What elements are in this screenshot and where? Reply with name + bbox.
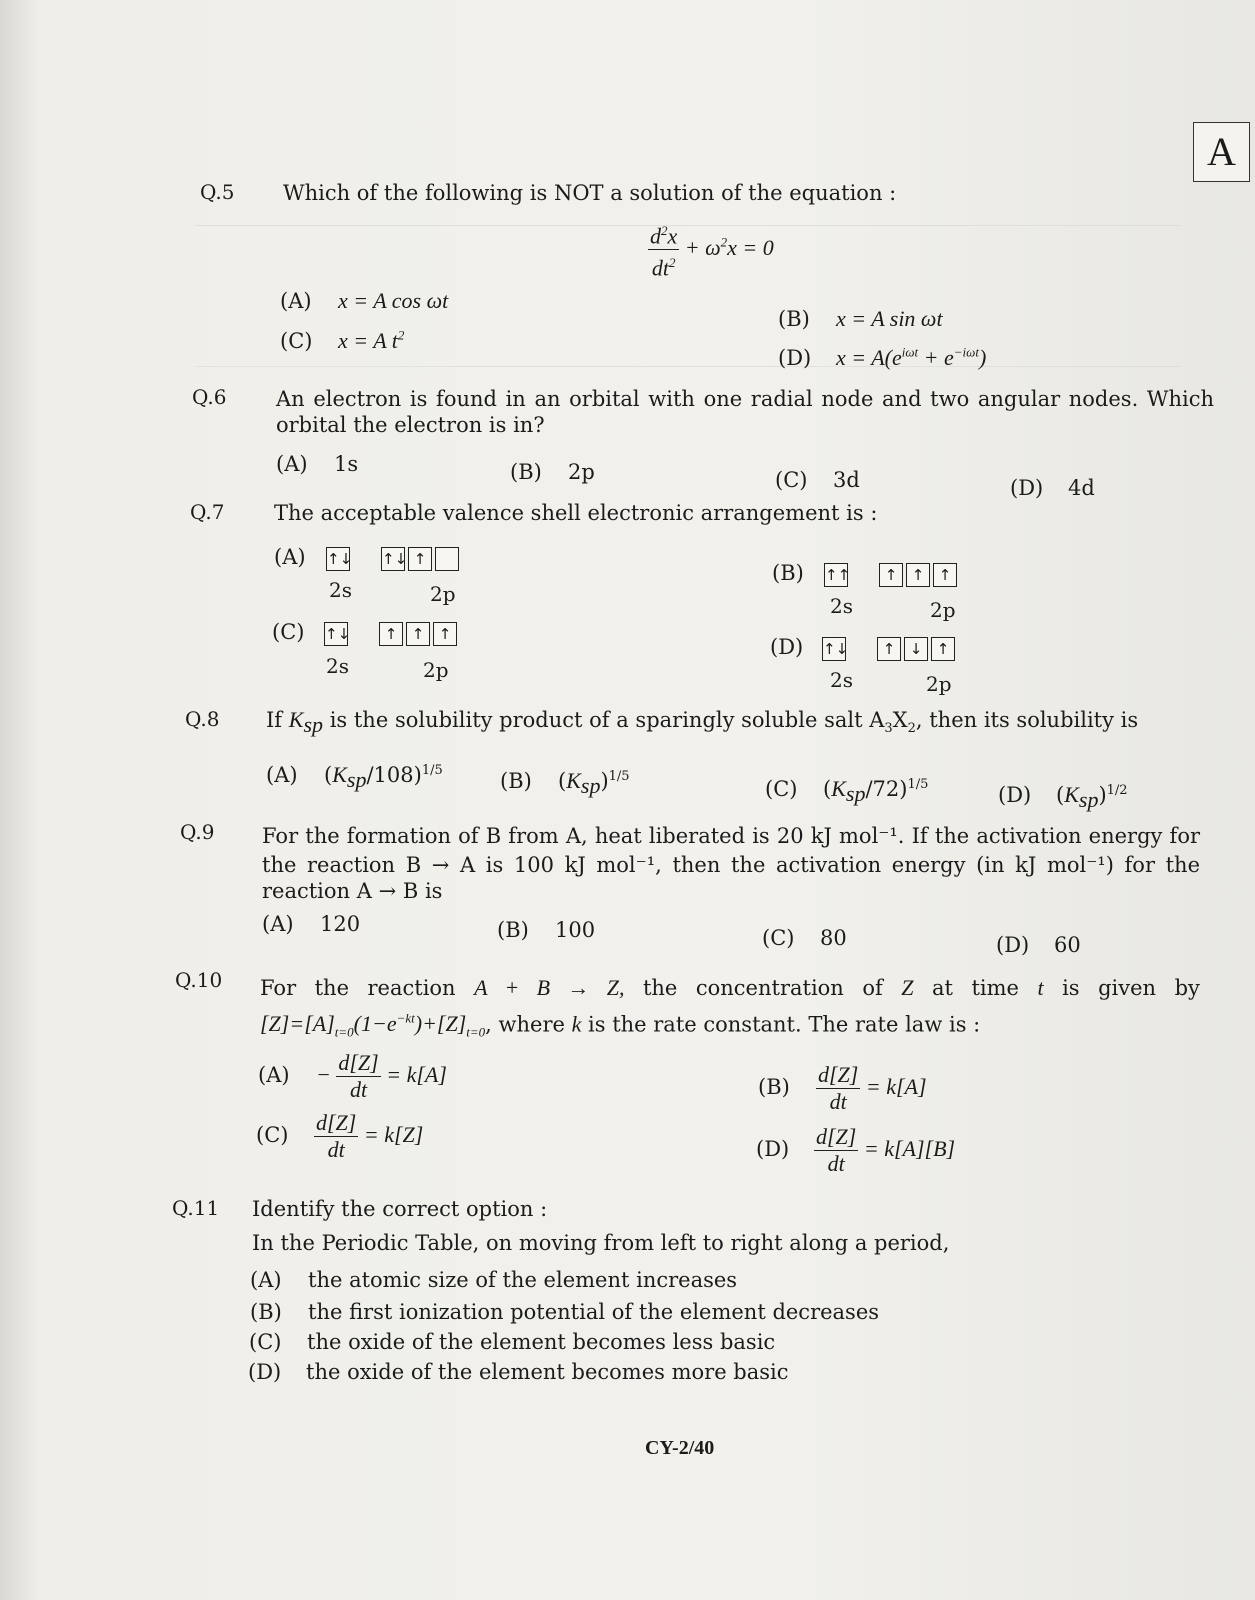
q7c-p-label: 2p [423,658,449,682]
q7b-s-label: 2s [830,594,853,618]
orbital-box: ↑↓ [326,547,350,571]
q8-option-b[interactable]: (B) $(K_{sp})^{1/5}$ [500,768,630,799]
q5-option-c[interactable]: (C) x = A $t^2$ [280,328,405,354]
question-10-line2: $[Z]=[A]_{t=0}(1-e^{-kt})+[Z]_{t=0}$, where k is the rate constant. The rate law is : [260,1011,981,1040]
q7a-s-label: 2s [329,578,352,602]
question-6-line2: orbital the electron is in? [276,413,545,437]
q5-option-a[interactable]: (A) x = A cos ωt [280,288,449,313]
question-7-text: The acceptable valence shell electronic arrangement is : [274,501,878,525]
q7d-s-label: 2s [830,668,853,692]
q7a-p-label: 2p [430,582,456,606]
question-number-6: Q.6 [192,385,227,409]
question-11-line1: Identify the correct option : [252,1197,548,1221]
q10-option-a[interactable]: (A) − $\frac{d[Z]}{dt}$ = k[A] [258,1050,447,1102]
question-9-line2: the reaction B → A is 100 kJ mol⁻¹, then the activation energy (in kJ mol⁻¹) for the [262,853,1200,877]
q9-option-c[interactable]: (C) 80 [762,926,847,950]
question-number-10: Q.10 [175,968,223,992]
question-5-text: Which of the following is NOT a solution of the equation : [283,181,897,205]
q7c-s-label: 2s [326,654,349,678]
q7-option-a[interactable]: (A) ↑↓ ↑↓ ↑ [274,545,462,571]
q9-option-a[interactable]: (A) 120 [262,912,361,936]
q7-option-d[interactable]: (D) ↑↓ ↑ ↓ ↑ [770,635,958,661]
q10-option-d[interactable]: (D) $\frac{d[Z]}{dt}$ = k[A][B] [756,1124,956,1176]
page-footer: CY-2/40 [645,1437,715,1459]
question-5-equation: $\frac{d^2x}{dt^2}$ + $\omega^2x = 0$ [648,218,774,282]
question-number-9: Q.9 [180,820,215,844]
q6-option-b[interactable]: (B) 2p [510,460,595,484]
q6-option-d[interactable]: (D) 4d [1010,476,1095,500]
q10-option-c[interactable]: (C) $\frac{d[Z]}{dt}$ = k[Z] [256,1110,424,1162]
question-9-line3: reaction A → B is [262,879,443,903]
q11-option-d[interactable]: (D) the oxide of the element becomes more basic [248,1360,789,1384]
q7-option-b[interactable]: (B) ↑↑ ↑ ↑ ↑ [772,561,960,587]
q7b-p-label: 2p [930,598,956,622]
paper-set-marker: A [1193,122,1250,182]
q7-option-c[interactable]: (C) ↑↓ ↑ ↑ ↑ [272,620,460,646]
question-number-7: Q.7 [190,500,225,524]
q7d-p-label: 2p [926,672,952,696]
question-number-5: Q.5 [200,180,235,204]
question-8-text: If $K_{sp}$ is the solubility product of a sparingly soluble salt $A_3X_2$, then its solubility is [266,707,1139,738]
q6-option-c[interactable]: (C) 3d [775,468,860,492]
q11-option-c[interactable]: (C) the oxide of the element becomes less basic [249,1330,776,1354]
q6-option-a[interactable]: (A) 1s [276,452,359,476]
q5-option-d[interactable]: (D) $x = A(e^{i\omega t} + e^{-i\omega t})$ [778,345,987,371]
q8-option-c[interactable]: (C) $(K_{sp}/72)^{1/5}$ [765,776,929,807]
question-6-line1: An electron is found in an orbital with one radial node and two angular nodes. Which [276,387,1214,411]
question-11-line2: In the Periodic Table, on moving from left to right along a period, [252,1231,950,1255]
question-number-11: Q.11 [172,1196,220,1220]
question-10-line1: For the reaction A + B → Z, the concentration of Z at time t is given by [260,975,1200,1000]
q9-option-b[interactable]: (B) 100 [497,918,596,942]
q8-option-a[interactable]: (A) $(K_{sp}/108)^{1/5}$ [266,762,443,793]
q5-option-b[interactable]: (B) x = A sin ωt [778,306,943,331]
question-9-line1: For the formation of B from A, heat liberated is 20 kJ mol⁻¹. If the activation energy for [262,824,1200,848]
question-number-8: Q.8 [185,707,220,731]
q10-option-b[interactable]: (B) $\frac{d[Z]}{dt}$ = k[A] [758,1062,927,1114]
q9-option-d[interactable]: (D) 60 [996,933,1081,957]
q8-option-d[interactable]: (D) $(K_{sp})^{1/2}$ [998,782,1128,813]
q11-option-b[interactable]: (B) the first ionization potential of the element decreases [250,1300,880,1324]
q11-option-a[interactable]: (A) the atomic size of the element increases [250,1268,738,1292]
